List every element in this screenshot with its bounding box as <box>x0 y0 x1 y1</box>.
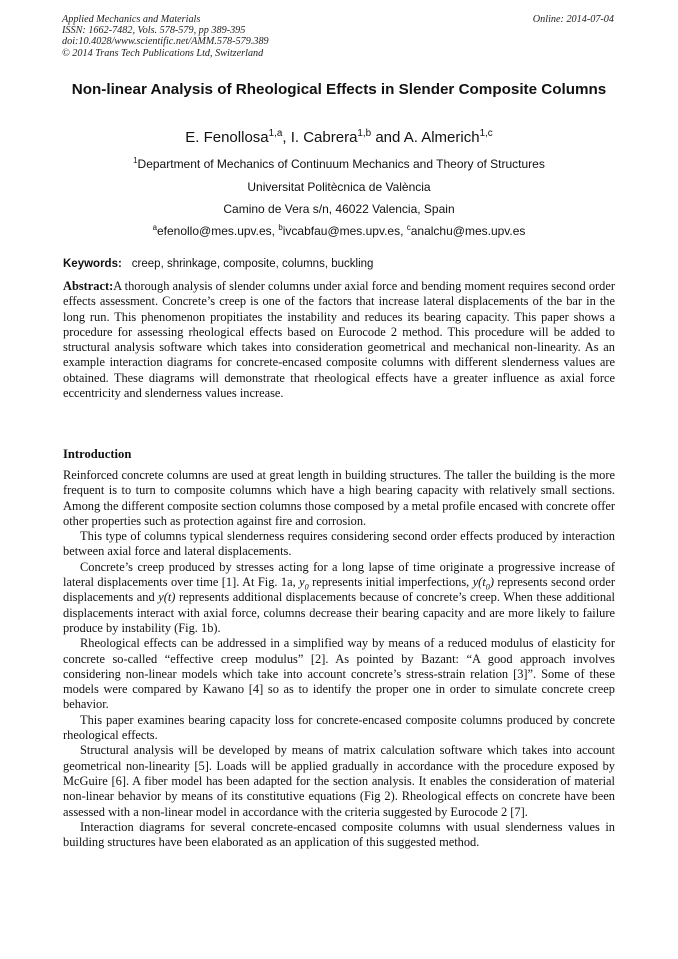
math-symbol: y(t) <box>158 590 176 605</box>
issn-line: ISSN: 1662-7482, Vols. 578-579, pp 389-395 <box>62 25 246 37</box>
author-superscript: 1,b <box>357 128 372 139</box>
author-emails <box>0 224 678 238</box>
affiliation-address: Camino de Vera s/n, 46022 Valencia, Spain <box>223 202 455 216</box>
author-superscript: 1,a <box>268 128 283 139</box>
paragraph-text: represents additional displacements because of concrete’s creep. When these additional displacements interact with axial force, columns decrease their bearing capacity and are more likely to failure produce by instability (Fig. 1b). <box>63 590 615 635</box>
email-superscript: a <box>152 223 157 232</box>
math-subscript: 0 <box>485 582 490 592</box>
affiliation-department <box>0 157 678 171</box>
copyright-line: © 2014 Trans Tech Publications Ltd, Switzerland <box>62 47 264 59</box>
abstract-paragraph <box>63 279 615 401</box>
affiliation-university: Universitat Politècnica de València <box>247 180 431 194</box>
author-separator: and <box>371 129 404 146</box>
email-separator: , <box>400 224 407 238</box>
math-subscript: 0 <box>304 582 309 592</box>
author-superscript: 1,c <box>479 128 493 139</box>
math-symbol: y(t <box>472 575 486 590</box>
keywords-text: creep, shrinkage, composite, columns, buckling <box>131 258 374 270</box>
keywords-line <box>63 257 615 271</box>
affiliation-number: 1 <box>133 156 138 165</box>
email-link[interactable]: analchu@mes.upv.es <box>410 224 526 238</box>
math-symbol: ) <box>489 575 494 590</box>
intro-paragraph-1: Reinforced concrete columns are used at great length in building structures. The taller the building is the more frequent is to turn to composite columns which have a high bearing capacity with relatively small sections. Among the different composite section columns those composed by a metal profile encased with concrete offer other properties such as protection against fire and corrosion. <box>63 468 615 528</box>
intro-paragraph-2: This type of columns typical slenderness requires considering second order effects produced by interaction between axial force and lateral displacements. <box>63 529 615 559</box>
author-name: A. Almerich <box>403 129 480 146</box>
math-symbol: y <box>299 575 305 590</box>
email-link[interactable]: ivcabfau@mes.upv.es <box>282 224 401 238</box>
introduction-body <box>63 468 615 850</box>
intro-paragraph-3 <box>63 560 615 636</box>
paper-title: Non-linear Analysis of Rheological Effects in Slender Composite Columns <box>71 81 607 98</box>
intro-paragraph-5: This paper examines bearing capacity loss for concrete-encased composite columns produced by concrete rheological effects. <box>63 712 615 743</box>
intro-paragraph-7: Interaction diagrams for several concrete-encased composite columns with usual slenderness values in building structures have been elaborated as an application of this suggested method. <box>63 819 615 850</box>
keywords-label: Keywords: <box>63 258 122 270</box>
department-text: Department of Mechanics of Continuum Mechanics and Theory of Structures <box>137 157 545 171</box>
email-superscript: c <box>406 223 411 232</box>
email-separator: , <box>271 224 279 238</box>
online-date: Online: 2014-07-04 <box>532 14 614 25</box>
doi-line: doi:10.4028/www.scientific.net/AMM.578-579.389 <box>62 36 269 48</box>
abstract-label: Abstract: <box>63 279 114 293</box>
author-name: E. Fenollosa <box>185 129 269 146</box>
author-list <box>0 129 678 147</box>
email-superscript: b <box>278 223 283 232</box>
paragraph-text: represents second order displacements and <box>63 575 615 605</box>
author-separator: , <box>282 129 291 146</box>
paragraph-text: represents initial imperfections, <box>308 575 473 590</box>
journal-header <box>62 14 614 59</box>
author-name: I. Cabrera <box>290 129 358 146</box>
abstract-block <box>63 279 615 401</box>
abstract-text: A thorough analysis of slender columns under axial force and bending moment requires second order effects assessment. Concrete’s creep is one of the factors that increase lateral displacements of the bar in the long run. This phenomenon propitiates the instability and reduces its bearing capacity. This paper shows a procedure for assessing rheological effects based on Eurocode 2 method. This procedure will be added to structural analysis software which takes into consideration geometrical and mechanical non-linearity. As an example interaction diagrams for concrete-encased composite columns with different slenderness values are obtained. These diagrams will demonstrate that rheological effects have a greater influence as axial force eccentricity and slenderness values increase. <box>63 279 615 401</box>
intro-paragraph-6: Structural analysis will be developed by means of matrix calculation software which takes into account geometrical non-linearity [5]. Loads will be applied gradually in accordance with the procedure exposed by McGuire [6]. A fiber model has been adapted for the section analysis. It enables the consideration of material non-linear behavior by means of its constitutive equations (Fig 2). Rheological effects on concrete have been assessed with a non-linear model in accordance with the criteria suggested by Eurocode 2 [7]. <box>63 743 615 819</box>
journal-name: Applied Mechanics and Materials <box>62 14 201 25</box>
section-heading-introduction: Introduction <box>63 447 132 461</box>
email-link[interactable]: efenollo@mes.upv.es <box>156 224 272 238</box>
intro-paragraph-4: Rheological effects can be addressed in a simplified way by means of a reduced modulus of elasticity for concrete so-called “effective creep modulus” [2]. As pointed by Bazant: “A good approach involves considering non-linear models which take into account concrete’s stress-strain relation [3]”. Some of these models were compared by Kawano [4] so as to identify the proper one in order to simulate concrete creep behavior. <box>63 636 615 712</box>
paragraph-text: Concrete’s creep produced by stresses acting for a long lapse of time originate a progressive increase of lateral displacements over time [1]. At Fig. 1a, <box>63 559 615 590</box>
